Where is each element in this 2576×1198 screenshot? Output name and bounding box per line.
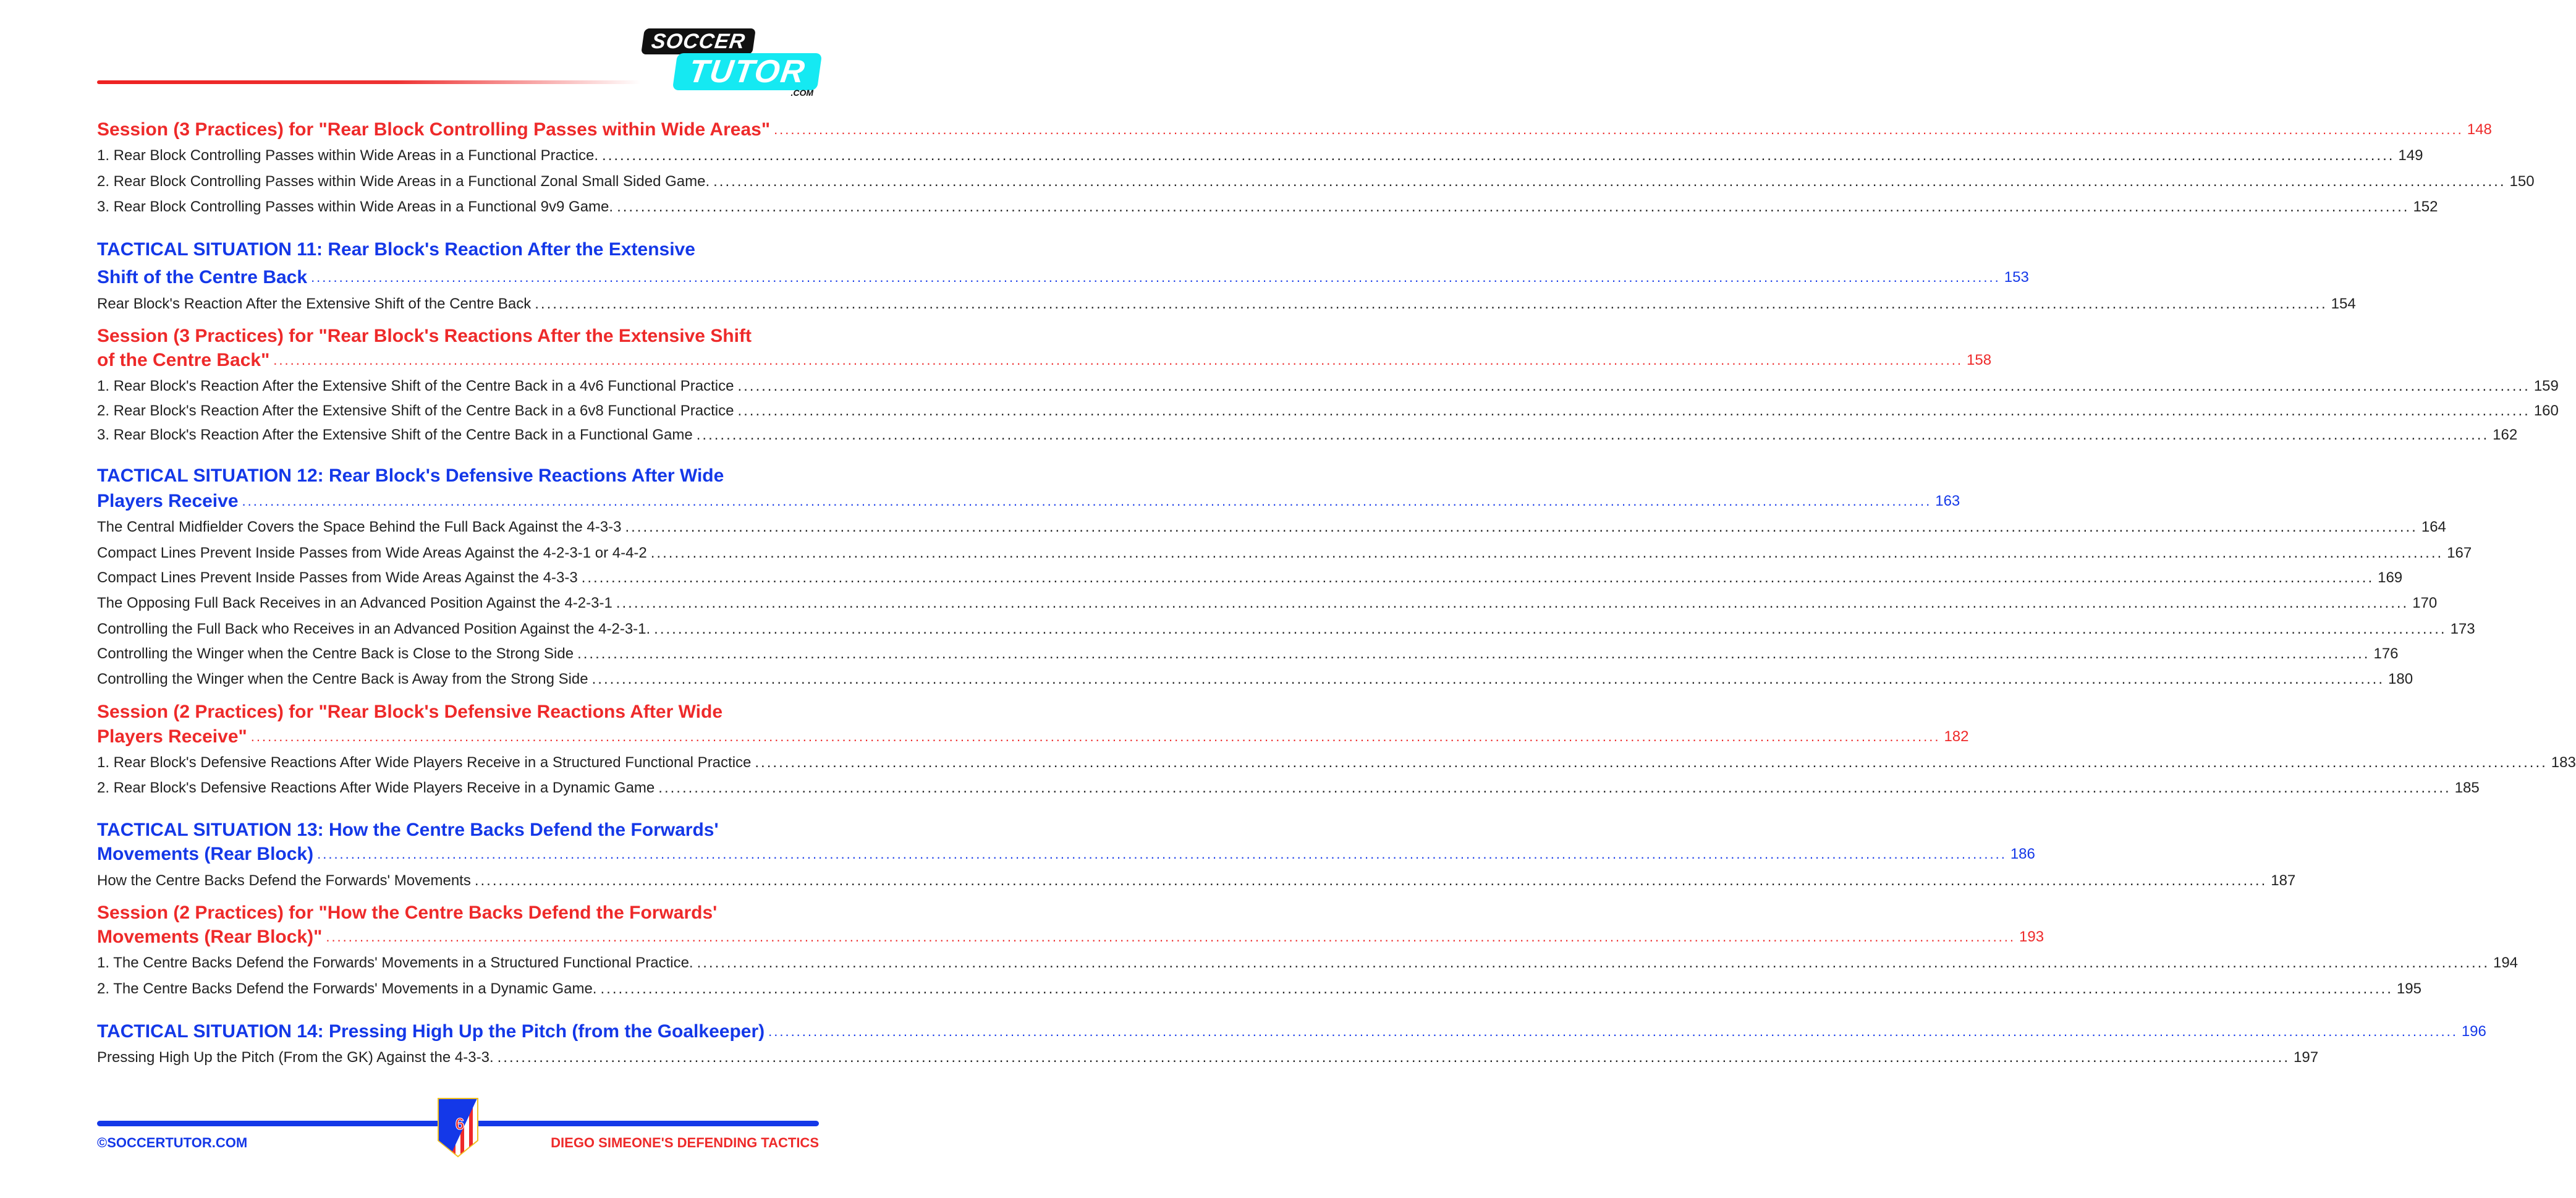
toc-entry[interactable] [97, 977, 2421, 1001]
toc-entry[interactable] [97, 750, 2576, 775]
toc-page-number: 162 [2493, 427, 2518, 443]
dot-leader: ............................................................................................................................................................................................................................................................................................................ [535, 295, 2328, 312]
dot-leader: ............................................................................................................................................................................................................................................................................................................ [600, 980, 2393, 997]
dot-leader: ............................................................................................................................................................................................................................................................................................................ [697, 954, 2489, 971]
dot-leader: ............................................................................................................................................................................................................................................................................................................ [317, 846, 2007, 862]
dot-leader: ............................................................................................................................................................................................................................................................................................................ [768, 1024, 2458, 1039]
toc-entry[interactable] [97, 591, 2438, 616]
toc-entry-title: Compact Lines Prevent Inside Passes from Wide Areas Against the 4-2-3-1 or 4-4-2 [97, 545, 647, 561]
toc-page-number: 185 [2454, 780, 2480, 796]
toc-page-number: 176 [2373, 645, 2399, 662]
toc-page-number: 167 [2447, 545, 2472, 561]
toc-entry-title: The Central Midfielder Covers the Space Behind the Full Back Against the 4-3-3 [97, 519, 622, 535]
toc-entry-title: Session (2 Practices) for "How the Centre Backs Defend the Forwards' [97, 903, 718, 923]
toc-entry[interactable] [97, 667, 2413, 692]
toc-entry-title: Compact Lines Prevent Inside Passes from Wide Areas Against the 4-3-3 [97, 569, 578, 586]
toc-entry-title: 3. Rear Block's Reaction After the Extensive Shift of the Centre Back in a Functional Game [97, 427, 693, 443]
dot-leader: ............................................................................................................................................................................................................................................................................................................ [616, 595, 2409, 611]
toc-entry[interactable] [97, 617, 2475, 642]
dot-leader: ............................................................................................................................................................................................................................................................................................................ [311, 270, 2001, 285]
toc-page-number: 158 [1967, 352, 1992, 368]
dot-leader: ............................................................................................................................................................................................................................................................................................................ [591, 671, 2385, 687]
dot-leader: ............................................................................................................................................................................................................................................................................................................ [774, 122, 2464, 137]
toc-page-number: 153 [2004, 269, 2029, 286]
toc-entry-title: Pressing High Up the Pitch (From the GK) Against the 4-3-3. [97, 1049, 494, 1066]
toc-entry-title: Movements (Rear Block) [97, 844, 314, 864]
toc-entry-title: 1. Rear Block Controlling Passes within Wide Areas in a Functional Practice. [97, 147, 599, 164]
dot-leader: ............................................................................................................................................................................................................................................................................................................ [755, 754, 2548, 771]
toc-page-number: 197 [2294, 1049, 2319, 1066]
header-rule [97, 80, 641, 84]
toc-entry[interactable] [97, 423, 2518, 448]
toc-entry-title: Rear Block's Reaction After the Extensive Shift of the Centre Back [97, 295, 532, 312]
toc-entry-title: The Opposing Full Back Receives in an Advanced Position Against the 4-2-3-1 [97, 595, 612, 611]
dot-leader: ............................................................................................................................................................................................................................................................................................................ [617, 198, 2410, 215]
dot-leader: ............................................................................................................................................................................................................................................................................................................ [250, 729, 1941, 744]
toc-entry-title: Players Receive [97, 491, 239, 511]
toc-page-number: 154 [2331, 295, 2356, 312]
toc-entry-title: of the Centre Back" [97, 350, 270, 370]
toc-page-number: 194 [2493, 954, 2519, 971]
toc-entry[interactable] [97, 776, 2480, 801]
toc-entry-title: Players Receive" [97, 726, 247, 747]
toc-entry[interactable] [97, 724, 1969, 749]
toc-entry-title: 2. The Centre Backs Defend the Forwards' Movements in a Dynamic Game. [97, 980, 597, 997]
toc-entry-title: 1. Rear Block's Reaction After the Extensive Shift of the Centre Back in a 4v6 Functional Practice [97, 378, 734, 394]
toc-entry-title: 1. Rear Block's Defensive Reactions After Wide Players Receive in a Structured Functional Practice [97, 754, 752, 771]
toc-entry[interactable] [97, 951, 2519, 975]
toc-page-number: 152 [2413, 198, 2438, 215]
toc-entry-title: Session (2 Practices) for "Rear Block's Defensive Reactions After Wide [97, 702, 723, 722]
toc-page-number: 186 [2010, 846, 2035, 862]
toc-entry-title: Session (3 Practices) for "Rear Block's Reactions After the Extensive Shift [97, 326, 752, 346]
logo-com: .COM [790, 88, 813, 98]
toc-entry[interactable] [97, 642, 2399, 666]
toc-entry[interactable] [97, 374, 2559, 399]
toc-entry-title: Controlling the Winger when the Centre Back is Away from the Strong Side [97, 671, 588, 687]
toc-entry-line[interactable] [97, 700, 819, 724]
toc-page-number: 164 [2421, 519, 2446, 535]
toc-entry[interactable] [97, 869, 2296, 893]
footer-book-title: DIEGO SIMEONE'S DEFENDING TACTICS [551, 1135, 819, 1150]
dot-leader: ............................................................................................................................................................................................................................................................................................................ [737, 402, 2530, 419]
toc-entry-title: 2. Rear Block Controlling Passes within Wide Areas in a Functional Zonal Small Sided Game. [97, 173, 710, 190]
toc-entry-title: TACTICAL SITUATION 11: Rear Block's Reaction After the Extensive [97, 239, 695, 260]
toc-page-number: 170 [2412, 595, 2438, 611]
dot-leader: ............................................................................................................................................................................................................................................................................................................ [474, 872, 2268, 889]
toc-entry[interactable] [97, 195, 2438, 219]
dot-leader: ............................................................................................................................................................................................................................................................................................................ [326, 929, 2016, 945]
toc-page-number: 173 [2450, 621, 2475, 637]
toc-entry-title: TACTICAL SITUATION 13: How the Centre Backs Defend the Forwards' [97, 820, 719, 840]
toc-page-number: 149 [2398, 147, 2423, 164]
dot-leader: ............................................................................................................................................................................................................................................................................................................ [577, 645, 2370, 662]
toc-entry[interactable] [97, 292, 2356, 316]
badge-number: 6 [455, 1115, 465, 1133]
toc-entry-line[interactable] [97, 237, 819, 262]
toc-entry[interactable] [97, 541, 2472, 566]
toc-entry[interactable] [97, 399, 2559, 423]
footer-copyright: ©SOCCERTUTOR.COM [97, 1135, 248, 1150]
toc-entry[interactable] [97, 842, 2035, 867]
toc-entry-title: TACTICAL SITUATION 14: Pressing High Up the Pitch (from the Goalkeeper) [97, 1021, 765, 1042]
toc-entry-title: TACTICAL SITUATION 12: Rear Block's Defensive Reactions After Wide [97, 465, 724, 486]
dot-leader: ............................................................................................................................................................................................................................................................................................................ [654, 621, 2447, 637]
toc-page-number: 195 [2396, 980, 2421, 997]
toc-entry[interactable] [97, 925, 2044, 949]
toc-entry[interactable] [97, 515, 2446, 540]
toc-entry[interactable] [97, 169, 2535, 194]
shield-badge-icon [437, 1097, 479, 1158]
toc-entry-title: Movements (Rear Block)" [97, 927, 323, 947]
dot-leader: ............................................................................................................................................................................................................................................................................................................ [497, 1049, 2290, 1066]
toc-entry-line[interactable] [97, 818, 819, 843]
dot-leader: ............................................................................................................................................................................................................................................................................................................ [581, 569, 2375, 586]
toc-entry-title: 2. Rear Block's Reaction After the Extensive Shift of the Centre Back in a 6v8 Functional Practice [97, 402, 734, 419]
toc-page-number: 160 [2533, 402, 2559, 419]
toc-entry-title: Controlling the Full Back who Receives in an Advanced Position Against the 4-2-3-1. [97, 621, 651, 637]
toc-page-number: 169 [2378, 569, 2403, 586]
toc-page-number: 150 [2509, 173, 2535, 190]
dot-leader: ............................................................................................................................................................................................................................................................................................................ [696, 427, 2489, 443]
toc-entry-line[interactable] [97, 901, 819, 925]
dot-leader: ............................................................................................................................................................................................................................................................................................................ [625, 519, 2418, 535]
toc-page-number: 180 [2388, 671, 2413, 687]
toc-entry-title: 2. Rear Block's Defensive Reactions After Wide Players Receive in a Dynamic Game [97, 780, 655, 796]
toc-page-number: 163 [1935, 493, 1960, 509]
toc-entry[interactable] [97, 1045, 2319, 1070]
toc-entry[interactable] [97, 348, 1992, 373]
toc-page-number: 159 [2533, 378, 2559, 394]
soccertutor-logo [640, 28, 826, 98]
toc-page-number: 148 [2467, 121, 2492, 138]
toc-entry[interactable] [97, 489, 1960, 514]
toc-entry-line[interactable] [97, 464, 819, 488]
dot-leader: ............................................................................................................................................................................................................................................................................................................ [713, 173, 2506, 190]
dot-leader: ............................................................................................................................................................................................................................................................................................................ [273, 352, 1963, 368]
toc-entry-title: Controlling the Winger when the Centre Back is Close to the Strong Side [97, 645, 574, 662]
toc-page-number: 182 [1944, 728, 1969, 745]
toc-entry-title: Session (3 Practices) for "Rear Block Controlling Passes within Wide Areas" [97, 119, 771, 140]
toc-page-number: 183 [2551, 754, 2576, 771]
dot-leader: ............................................................................................................................................................................................................................................................................................................ [602, 147, 2395, 164]
dot-leader: ............................................................................................................................................................................................................................................................................................................ [737, 378, 2530, 394]
dot-leader: ............................................................................................................................................................................................................................................................................................................ [242, 493, 1932, 509]
toc-entry[interactable] [97, 1019, 2486, 1044]
dot-leader: ............................................................................................................................................................................................................................................................................................................ [658, 780, 2451, 796]
toc-page-number: 187 [2271, 872, 2296, 889]
dot-leader: ............................................................................................................................................................................................................................................................................................................ [650, 545, 2444, 561]
toc-entry[interactable] [97, 566, 2403, 590]
toc-entry-title: 3. Rear Block Controlling Passes within Wide Areas in a Functional 9v9 Game. [97, 198, 614, 215]
toc-page-number: 193 [2019, 928, 2044, 945]
toc-entry-line[interactable] [97, 324, 819, 349]
toc-entry-title: How the Centre Backs Defend the Forwards' Movements [97, 872, 471, 889]
toc-entry[interactable] [97, 265, 2029, 290]
toc-entry[interactable] [97, 143, 2423, 168]
toc-entry[interactable] [97, 117, 2492, 142]
toc-entry-title: Shift of the Centre Back [97, 267, 308, 287]
logo-soccer: SOCCER [641, 28, 756, 54]
logo-tutor: TUTOR [672, 53, 822, 90]
toc-entry-title: 1. The Centre Backs Defend the Forwards' Movements in a Structured Functional Practice. [97, 954, 693, 971]
toc-page-number: 196 [2461, 1023, 2486, 1040]
